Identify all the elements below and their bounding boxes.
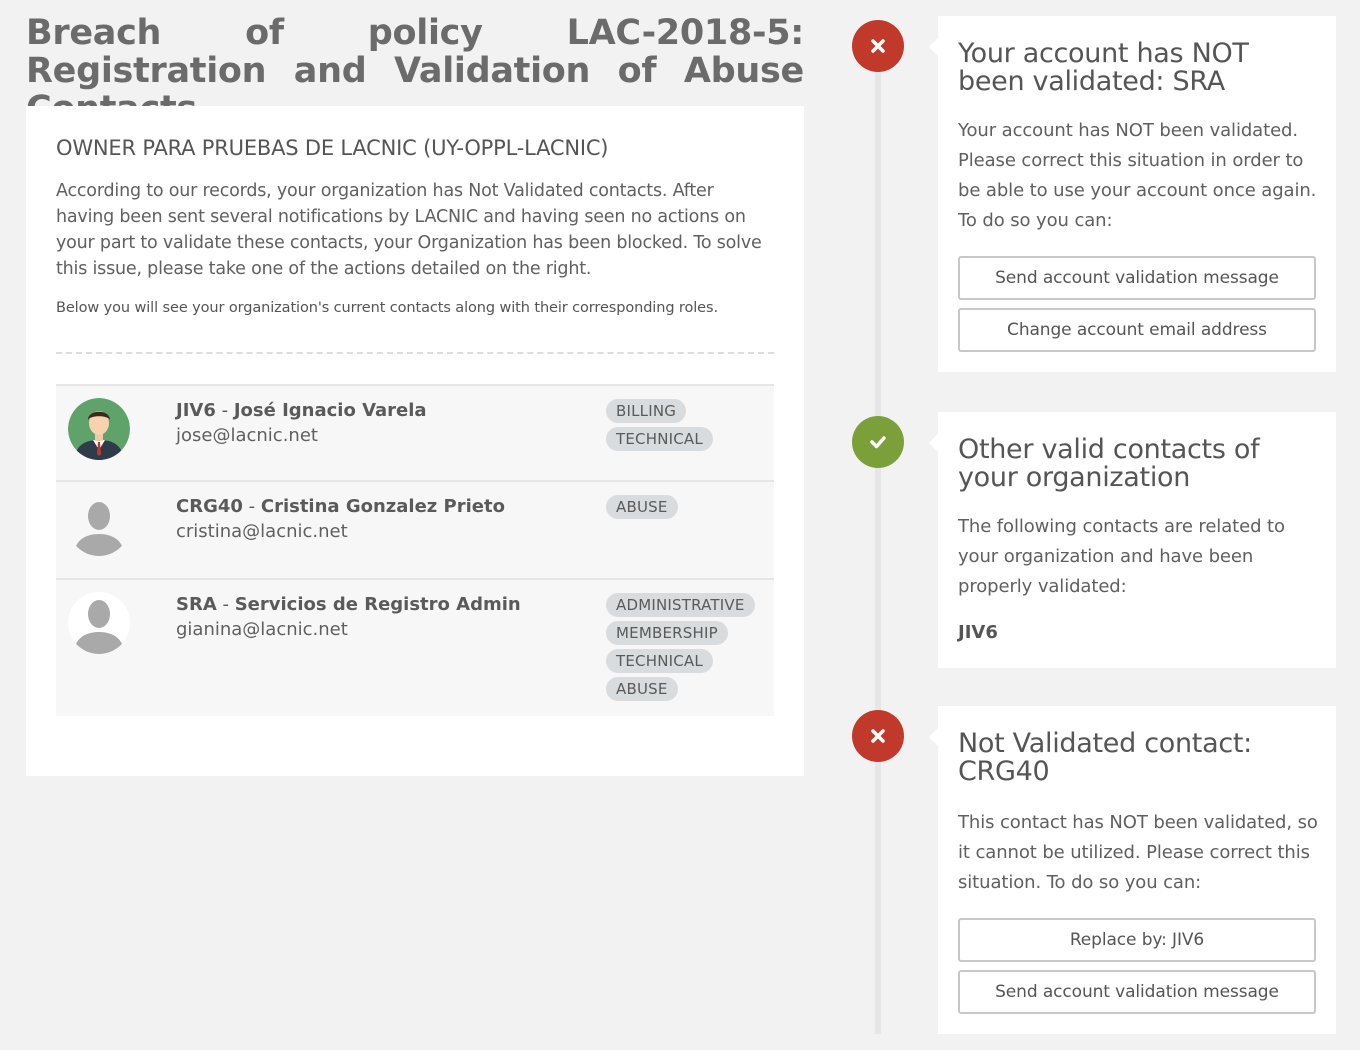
role-badge: BILLING <box>606 399 686 423</box>
replace-contact-button[interactable]: Replace by: JIV6 <box>958 918 1316 962</box>
send-validation-button[interactable]: Send account validation message <box>958 256 1316 300</box>
contact-row <box>56 578 774 716</box>
not-validated-card <box>938 706 1336 1034</box>
card-title: Other valid contacts of your organization <box>958 434 1260 493</box>
contact-handle: SRA <box>176 594 217 615</box>
role-badge: ABUSE <box>606 677 678 701</box>
user-silhouette-icon <box>68 592 130 654</box>
contact-row <box>56 384 774 480</box>
role-badge: TECHNICAL <box>606 649 713 673</box>
contact-name: José Ignacio Varela <box>233 400 427 421</box>
check-icon <box>852 416 904 468</box>
contact-roles <box>606 399 774 455</box>
contact-roles <box>606 495 774 523</box>
role-badge: ABUSE <box>606 495 678 519</box>
contact-separator: - <box>242 496 261 517</box>
error-x-icon <box>852 20 904 72</box>
contact-row <box>56 480 774 578</box>
contact-name: Cristina Gonzalez Prieto <box>260 496 505 517</box>
contact-email: cristina@lacnic.net <box>176 521 348 542</box>
contact-handle: CRG40 <box>176 496 243 517</box>
roles-note: Below you will see your organization's current contacts along with their corresponding roles. <box>56 300 718 316</box>
contact-email: gianina@lacnic.net <box>176 619 348 640</box>
timeline-line <box>875 50 881 1034</box>
send-validation-button[interactable]: Send account validation message <box>958 970 1316 1014</box>
card-title: Your account has NOT been validated: SRA <box>958 38 1249 97</box>
page-title: Breach of policy LAC-2018-5: Registration and Validation of Abuse <box>26 13 804 91</box>
organization-panel <box>26 106 804 776</box>
contact-roles <box>606 593 774 705</box>
organization-intro: According to our records, your organization has Not Validated contacts. After having been sent several notifications by LACNIC and having seen no actions on your part to validate these contacts, your Organization has been blocked. To solve this issue, please take one of the actions detailed on the right. <box>56 181 762 279</box>
role-badge: TECHNICAL <box>606 427 713 451</box>
valid-contact-handle: JIV6 <box>958 622 998 643</box>
error-x-icon <box>852 710 904 762</box>
contact-separator: - <box>216 594 235 615</box>
card-text: This contact has NOT been validated, so it cannot be utilized. Please correct this situation. To do so you can: <box>958 812 1318 893</box>
organization-name: OWNER PARA PRUEBAS DE LACNIC (UY-OPPL-LACNIC) <box>56 136 609 160</box>
card-text: Your account has NOT been validated. Please correct this situation in order to be able to use your account once again. To do so you can: <box>958 120 1317 231</box>
role-badge: MEMBERSHIP <box>606 621 728 645</box>
user-silhouette-icon <box>68 494 130 556</box>
change-email-button[interactable]: Change account email address <box>958 308 1316 352</box>
contact-name: Servicios de Registro Admin <box>234 594 521 615</box>
valid-contacts-card <box>938 412 1336 668</box>
role-badge: ADMINISTRATIVE <box>606 593 755 617</box>
contact-handle: JIV6 <box>176 400 216 421</box>
contact-email: jose@lacnic.net <box>176 425 318 446</box>
card-text: The following contacts are related to your organization and have been properly validated: <box>958 516 1285 597</box>
contacts-list <box>56 384 774 716</box>
account-status-card <box>938 16 1336 372</box>
card-title: Not Validated contact: CRG40 <box>958 728 1252 787</box>
divider <box>56 352 774 354</box>
user-photo-icon <box>68 398 130 460</box>
contact-separator: - <box>215 400 234 421</box>
